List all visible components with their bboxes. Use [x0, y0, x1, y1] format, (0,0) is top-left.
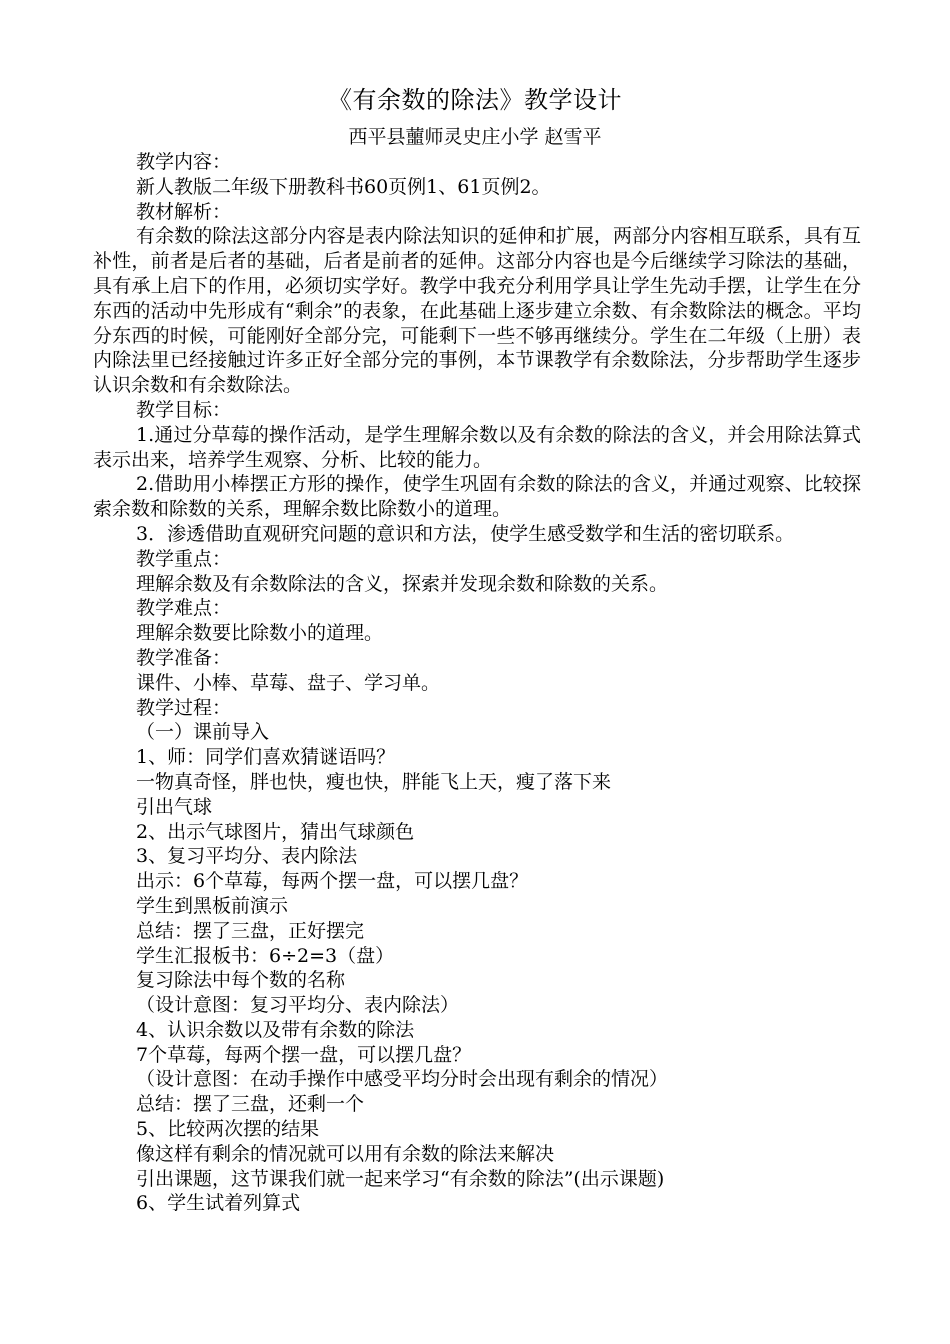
process-line: 总结：摆了三盘，正好摆完 — [136, 919, 365, 942]
preparation-text: 课件、小棒、草莓、盘子、学习单。 — [136, 671, 441, 694]
section-heading-content: 教学内容： — [136, 151, 232, 173]
content-text: 新人教版二年级下册教科书60页例1、61页例2。 — [136, 175, 551, 198]
section-heading-preparation: 教学准备： — [136, 646, 232, 669]
key-points-text: 理解余数及有余数除法的含义，探索并发现余数和除数的关系。 — [136, 572, 669, 595]
difficulty-text: 理解余数要比除数小的道理。 — [136, 622, 384, 645]
process-line: 1、师：同学们喜欢猜谜语吗？ — [136, 746, 396, 769]
process-line: 学生汇报板书：6÷2=3（盘） — [136, 944, 395, 967]
section-heading-process: 教学过程： — [136, 696, 232, 719]
process-line: （一）课前导入 — [136, 721, 270, 744]
process-line: 学生到黑板前演示 — [136, 894, 289, 917]
process-line: 总结：摆了三盘，还剩一个 — [136, 1093, 365, 1116]
section-heading-analysis: 教材解析： — [136, 200, 232, 223]
document-author: 西平县蘁师灵史庄小学 赵雪平 — [348, 126, 602, 148]
goal-item-2: 2.借助用小棒摆正方形的操作，使学生巩固有余数的除法的含义，并通过观察、比较探索余数和除数的关系，理解余数比除数小的道理。 — [93, 473, 861, 521]
process-line: 4、认识余数以及带有余数的除法 — [136, 1018, 415, 1041]
process-line: （设计意图：复习平均分、表内除法） — [136, 994, 460, 1017]
process-line: 一物真奇怪，胖也快，瘦也快，胖能飞上天，瘦了落下来 — [136, 770, 612, 793]
process-line: 2、出示气球图片，猜出气球颜色 — [136, 820, 415, 843]
process-line: 3、复习平均分、表内除法 — [136, 845, 358, 868]
process-line: 引出气球 — [136, 795, 213, 818]
process-line: 像这样有剩余的情况就可以用有余数的除法来解决 — [136, 1142, 555, 1165]
process-line: 7个草莓，每两个摆一盘，可以摆几盘？ — [136, 1043, 472, 1066]
goal-item-1: 1.通过分草莓的操作活动，是学生理解余数以及有余数的除法的含义，并会用除法算式表示出来，培养学生观察、分析、比较的能力。 — [93, 423, 861, 471]
process-line: 6、学生试着列算式 — [136, 1192, 301, 1215]
section-heading-goals: 教学目标： — [136, 398, 232, 421]
process-line: 复习除法中每个数的名称 — [136, 969, 346, 992]
section-heading-difficulty: 教学难点： — [136, 597, 232, 620]
document-title: 《有余数的除法》教学设计 — [328, 86, 622, 114]
process-line: 5、比较两次摆的结果 — [136, 1118, 320, 1141]
process-line: 引出课题，这节课我们就一起来学习“有余数的除法”(出示课题) — [136, 1167, 665, 1190]
goal-item-3: 3．渗透借助直观研究问题的意识和方法，使学生感受数学和生活的密切联系。 — [136, 522, 795, 545]
section-heading-key-points: 教学重点： — [136, 547, 232, 570]
document-body — [93, 150, 861, 1216]
process-line: （设计意图：在动手操作中感受平均分时会出现有剩余的情况） — [136, 1068, 669, 1091]
analysis-paragraph: 有余数的除法这部分内容是表内除法知识的延伸和扩展，两部分内容相互联系，具有互补性，前者是后者的基础，后者是前者的延伸。这部分内容也是今后继续学习除法的基础，具有承上启下的作用，必须切实学好。教学中我充分利用学具让学生先动手摆，让学生在分东西的活动中先形成有“剩余”的表象，在此基础上逐步建立余数、有余数除法的概念。平均分东西的时候，可能刚好全部分完，可能剩下一些不够再继续分。学生在二年级（上册）表内除法里已经接触过许多正好全部分完的事例，本节课教学有余数除法，分步帮助学生逐步认识余数和有余数除法。 — [93, 225, 861, 397]
process-line: 出示：6个草莓，每两个摆一盘，可以摆几盘？ — [136, 870, 529, 893]
